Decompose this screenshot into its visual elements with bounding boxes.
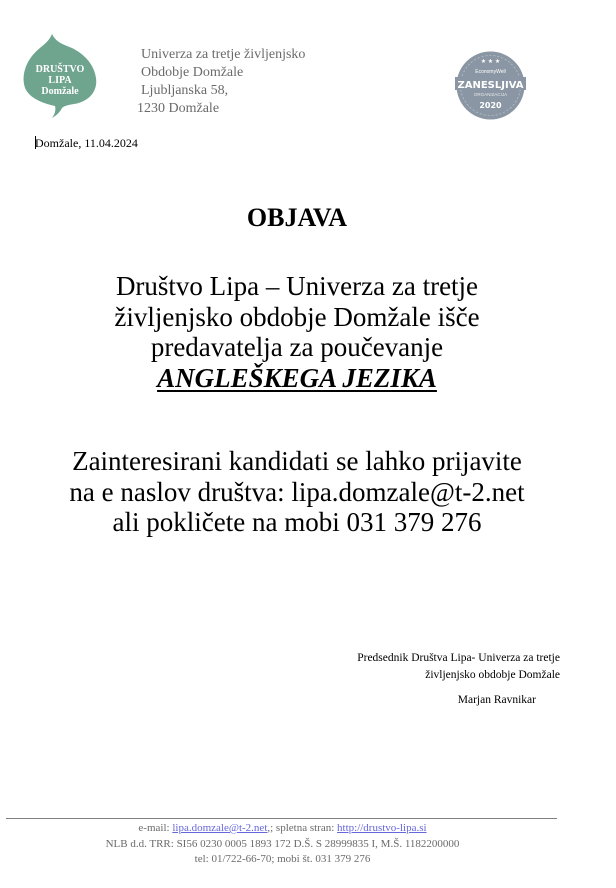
svg-text:EconomyWell: EconomyWell — [475, 69, 506, 75]
footer — [0, 821, 565, 868]
signatory-name: Marjan Ravnikar — [457, 694, 536, 706]
svg-text:LIPA: LIPA — [48, 75, 72, 86]
subject-emphasis: ANGLEŠKEGA JEZIKA — [157, 362, 437, 393]
paragraph-line: predavatelja za poučevanje — [150, 332, 444, 362]
signature-title-line: Predsednik Društva Lipa- Univerza za tretje — [357, 652, 560, 664]
website-link[interactable]: http://drustvo-lipa.si — [337, 822, 427, 834]
paragraph-line: ali pokličete na mobi 031 379 276 — [112, 507, 482, 537]
email-link[interactable]: lipa.domzale@t-2.net — [172, 822, 268, 834]
address-line: Univerza za tretje življenjsko — [141, 47, 306, 62]
announcement-paragraph — [0, 271, 594, 393]
footer-divider — [6, 818, 557, 819]
reliable-organization-badge — [454, 49, 527, 122]
address-line: Ljubljanska 58, — [141, 83, 229, 98]
svg-text:Domžale: Domžale — [41, 86, 79, 97]
document-title: OBJAVA — [246, 203, 348, 232]
award-seal-icon — [454, 49, 527, 122]
date-line: Domžale, 11.04.2024 — [35, 136, 138, 150]
organization-logo — [22, 32, 98, 120]
organization-address — [137, 46, 306, 118]
svg-text:★ ★ ★: ★ ★ ★ — [480, 59, 501, 65]
signature-block — [330, 650, 560, 709]
address-line: 1230 Domžale — [137, 101, 220, 116]
footer-bank-line: NLB d.d. TRR: SI56 0230 0005 1893 172 D.Š. S 28999835 I, M.Š. 1182200000 — [105, 837, 460, 850]
svg-text:ORGANIZACIJA: ORGANIZACIJA — [473, 92, 508, 97]
paragraph-line: Društvo Lipa – Univerza za tretje — [115, 271, 479, 301]
footer-phone-line: tel: 01/722-66-70; mobi št. 031 379 276 — [194, 853, 371, 865]
paragraph-line: življenjsko obdobje Domžale išče — [114, 301, 480, 332]
svg-text:ZANESLJIVA: ZANESLJIVA — [457, 80, 524, 91]
linden-leaf-icon — [22, 32, 98, 120]
footer-contact-line: e-mail: lipa.domzale@t-2.net,; spletna stran: http://drustvo-lipa.si — [138, 822, 427, 834]
signature-title-line: življenjsko obdobje Domžale — [425, 669, 560, 681]
address-line: Obdobje Domžale — [141, 65, 244, 80]
paragraph-line: Zainteresirani kandidati se lahko prijavite — [72, 446, 522, 476]
svg-text:2020: 2020 — [479, 101, 502, 110]
paragraph-line: na e naslov društva: lipa.domzale@t-2.net — [69, 476, 525, 507]
svg-text:DRUŠTVO: DRUŠTVO — [35, 64, 85, 75]
contact-paragraph — [0, 446, 594, 538]
